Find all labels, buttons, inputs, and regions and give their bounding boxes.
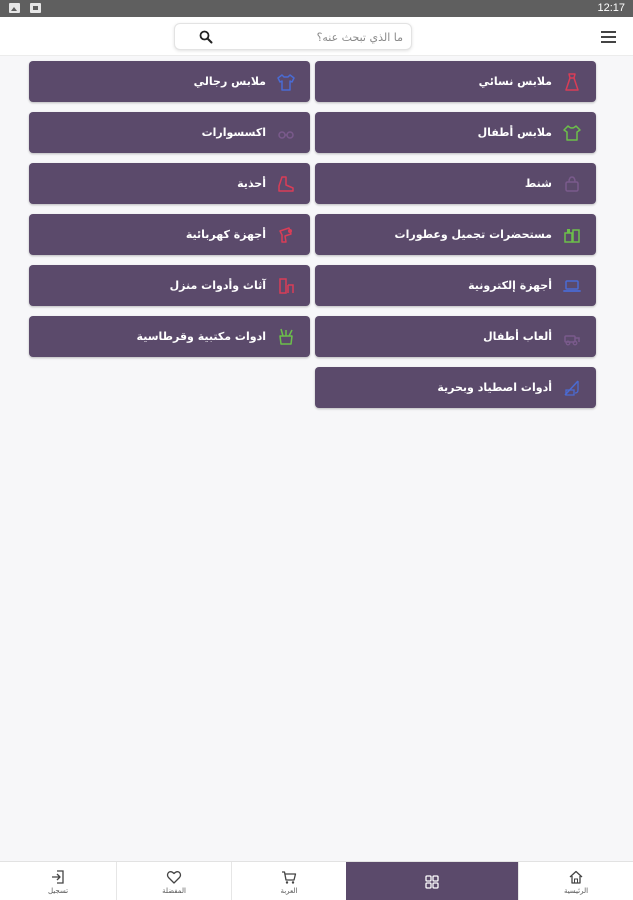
category-bags[interactable]: [315, 163, 596, 204]
category-label: آثاث وأدوات منزل: [169, 279, 266, 292]
category-electrical-appliances[interactable]: [29, 214, 310, 255]
nav-cart-label: العربة: [280, 886, 298, 895]
status-bar: [0, 0, 633, 17]
category-fishing-marine[interactable]: [315, 367, 596, 408]
category-mens-clothing[interactable]: [29, 61, 310, 102]
bottom-navigation: [0, 861, 633, 900]
category-label: ملابس أطفال: [477, 126, 552, 139]
category-accessories[interactable]: [29, 112, 310, 153]
home-icon: [568, 869, 584, 885]
nav-categories[interactable]: [346, 862, 518, 900]
category-cosmetics[interactable]: [315, 214, 596, 255]
nav-login-label: تسجيل: [47, 886, 69, 895]
hairdryer-icon: [276, 225, 296, 245]
nav-login[interactable]: [0, 862, 116, 900]
search-input[interactable]: [213, 28, 403, 46]
category-label: شنط: [524, 177, 552, 190]
nav-favorites-label: المفضلة: [162, 886, 186, 895]
nav-cart[interactable]: [231, 862, 346, 900]
baby-clothes-icon: [562, 123, 582, 143]
bag-icon: [562, 174, 582, 194]
stationery-icon: [276, 327, 296, 347]
category-label: ملابس نسائي: [478, 75, 552, 88]
login-icon: [50, 869, 66, 885]
category-label: أجهزة كهربائية: [185, 228, 266, 241]
dress-icon: [562, 72, 582, 92]
app-notification-icon: [30, 3, 41, 13]
nav-home-label: الرئيسية: [563, 886, 589, 895]
category-electronics[interactable]: [315, 265, 596, 306]
shirt-icon: [276, 72, 296, 92]
fishing-icon: [562, 378, 582, 398]
nav-favorites[interactable]: [116, 862, 231, 900]
category-label: أحذية: [237, 177, 266, 190]
gallery-notification-icon: [9, 3, 20, 13]
toys-icon: [562, 327, 582, 347]
grid-icon: [424, 874, 440, 890]
search-box[interactable]: [174, 23, 412, 50]
furniture-icon: [276, 276, 296, 296]
category-shoes[interactable]: [29, 163, 310, 204]
category-kids-clothing[interactable]: [315, 112, 596, 153]
status-time: 12:17: [597, 2, 625, 14]
category-womens-clothing[interactable]: [315, 61, 596, 102]
search-icon[interactable]: [199, 30, 213, 44]
category-label: ملابس رجالي: [193, 75, 266, 88]
cosmetics-icon: [562, 225, 582, 245]
category-home-furniture[interactable]: [29, 265, 310, 306]
shoe-icon: [276, 174, 296, 194]
category-label: أدوات اصطياد وبحرية: [437, 381, 552, 394]
laptop-icon: [562, 276, 582, 296]
hamburger-menu-icon[interactable]: [601, 31, 616, 43]
category-label: مستحضرات تجميل وعطورات: [394, 228, 552, 241]
glasses-icon: [276, 123, 296, 143]
category-office-stationery[interactable]: [29, 316, 310, 357]
category-label: اكسسوارات: [201, 126, 266, 139]
app-header: [0, 17, 633, 56]
category-label: ألعاب أطفال: [483, 330, 552, 343]
category-label: ادوات مكتبية وقرطاسية: [136, 330, 266, 343]
category-kids-toys[interactable]: [315, 316, 596, 357]
category-label: أجهزة إلكترونية: [468, 279, 552, 292]
cart-icon: [281, 869, 297, 885]
nav-home[interactable]: [518, 862, 633, 900]
heart-icon: [166, 869, 182, 885]
status-icons: [9, 3, 41, 13]
